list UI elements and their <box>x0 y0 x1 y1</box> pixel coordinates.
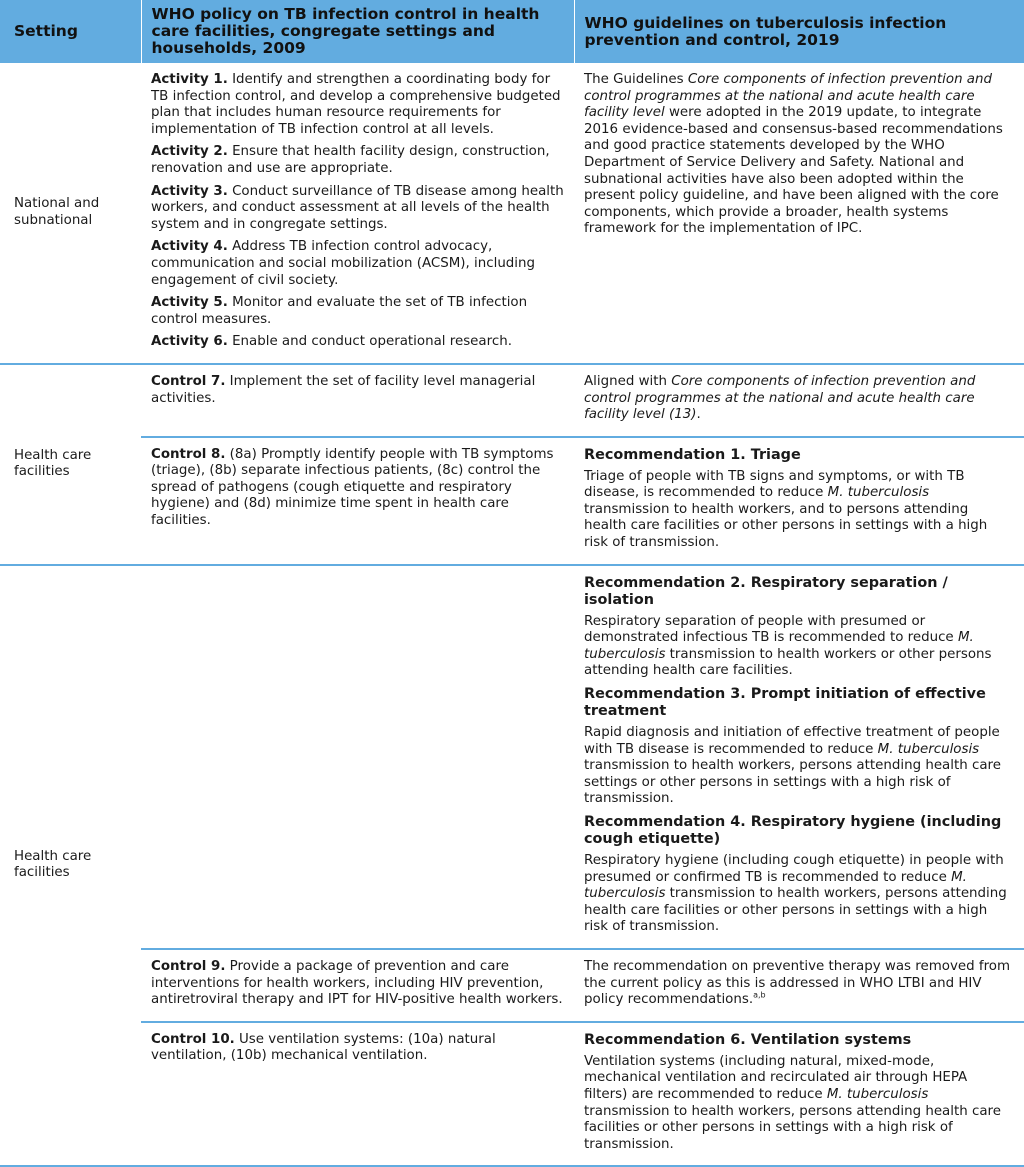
setting-cell: National and subnational <box>0 63 141 364</box>
activity-1: Activity 1. Identify and strengthen a coordinating body for TB infection control, and develop a comprehensive budgeted plan that includes human resource requirements for implementation of TB infection control at all levels. <box>151 72 561 137</box>
control-7-cell <box>141 364 574 437</box>
table-row-recs-2-4 <box>0 565 1024 949</box>
rec-3-title: Recommendation 3. Prompt initiation of effective treatment <box>584 686 986 720</box>
rec-6-title: Recommendation 6. Ventilation systems <box>584 1031 912 1048</box>
table-row-control-10 <box>0 1022 1024 1167</box>
header-policy-2009: WHO policy on TB infection control in health care facilities, congregate settings and households, 2009 <box>141 0 574 63</box>
rec-1-text: Triage of people with TB signs and symptoms, or with TB disease, is recommended to reduce M. tuberculosis transmission to health workers, and to persons attending health care facilities or other persons in settings with a high risk of transmission. <box>584 468 988 551</box>
activity-5: Activity 5. Monitor and evaluate the set of TB infection control measures. <box>151 295 528 327</box>
rec-3-text: Rapid diagnosis and initiation of effective treatment of people with TB disease is recommended to reduce M. tuberculosis transmission to health workers, persons attending health care settings or other persons in settings with a high risk of transmission. <box>584 725 1001 807</box>
table-row-national <box>0 63 1024 364</box>
control-9-cell <box>141 949 574 1022</box>
aligned-text: Aligned with Core components of infection prevention and control programmes at the national and acute health care facility level (13). <box>584 373 976 423</box>
control-10-cell <box>141 1022 574 1167</box>
empty-cell <box>141 565 574 949</box>
activity-4: Activity 4. Address TB infection control advocacy, communication and social mobilization (ACSM), including engagement of civil society. <box>151 239 536 288</box>
recs-2-4-cell <box>574 565 1024 949</box>
rec-2-text: Respiratory separation of people with presumed or demonstrated infectious TB is recommended to reduce M. tuberculosis transmission to health workers or other persons attending health care facilities. <box>584 613 992 679</box>
rec-4-text: Respiratory hygiene (including cough etiquette) in people with presumed or confirmed TB is recommended to reduce M. tuberculosis transmission to health workers, persons attending health care facilities or other persons in settings with a high risk of transmission. <box>584 853 1007 935</box>
table-row-control-9 <box>0 949 1024 1022</box>
setting-cell: Health care facilities <box>0 364 141 565</box>
control-9: Control 9. Provide a package of prevention and care interventions for health workers, including HIV prevention, antiretroviral therapy and IPT for HIV-positive health workers. <box>151 958 563 1008</box>
setting-cell: Health care facilities <box>0 565 141 1167</box>
header-setting: Setting <box>0 0 141 63</box>
rec-1-title: Recommendation 1. Triage <box>584 446 801 463</box>
table-header <box>0 0 1024 63</box>
removed-text: The recommendation on preventive therapy was removed from the current policy as this is addressed in WHO LTBI and HIV policy recommendations.$^{a,b}$ <box>584 958 1011 1008</box>
activities-cell <box>141 63 574 364</box>
aligned-cell <box>574 364 1024 437</box>
control-10: Control 10. Use ventilation systems: (10a) natural ventilation, (10b) mechanical ventilation. <box>151 1031 496 1064</box>
guideline-text: The Guidelines Core components of infection prevention and control programmes at the national and acute health care facility level were adopted in the 2019 update, to integrate 2016 evidence-based and consensus-based recommendations and good practice statements developed by the WHO Department of Service Delivery and Safety. National and subnational activities have also been adopted within the present policy guideline, and have been aligned with the core components, which provide a broader, health systems framework for the implementation of IPC. <box>584 72 1003 237</box>
control-7: Control 7. Implement the set of facility level managerial activities. <box>151 373 536 406</box>
rec-6-text: Ventilation systems (including natural, mixed-mode, mechanical ventilation and recirculated air through HEPA filters) are recommended to reduce M. tuberculosis transmission to health workers, persons attending health care facilities or other persons in settings with a high risk of transmission. <box>584 1053 1001 1152</box>
header-guidelines-2019: WHO guidelines on tuberculosis infection prevention and control, 2019 <box>574 0 1024 63</box>
rec-4-title: Recommendation 4. Respiratory hygiene (including cough etiquette) <box>584 814 1002 847</box>
rec-1-cell <box>574 437 1024 565</box>
rec-6-cell <box>574 1022 1024 1167</box>
guideline-cell <box>574 63 1024 364</box>
removed-cell <box>574 949 1024 1022</box>
control-8: Control 8. (8a) Promptly identify people with TB symptoms (triage), (8b) separate infectious patients, (8c) control the spread of pathogens (cough etiquette and respiratory hygiene) and (8d) minimize time spent in health care facilities. <box>151 446 554 529</box>
rec-2-title: Recommendation 2. Respiratory separation / isolation <box>584 574 948 608</box>
control-8-cell <box>141 437 574 565</box>
activity-2: Activity 2. Ensure that health facility design, construction, renovation and use are appropriate. <box>151 144 550 176</box>
activity-3: Activity 3. Conduct surveillance of TB disease among health workers, and conduct assessment at all levels of the health system and in congregate settings. <box>151 183 564 232</box>
table-row-control-7 <box>0 364 1024 437</box>
activity-6: Activity 6. Enable and conduct operational research. <box>151 334 512 350</box>
table-row-control-8 <box>0 437 1024 565</box>
